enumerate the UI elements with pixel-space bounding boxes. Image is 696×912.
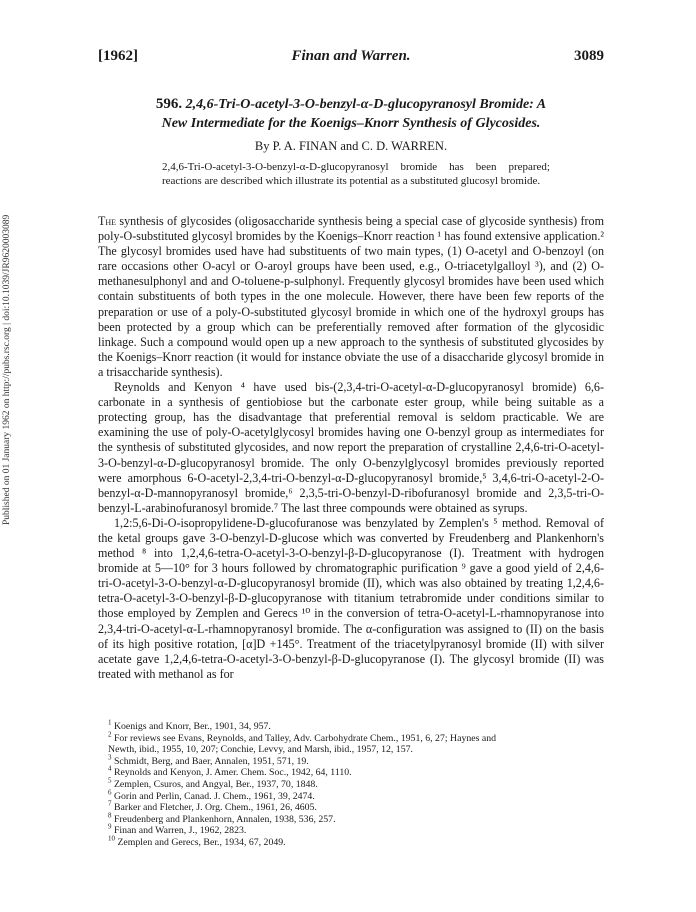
paragraph-text: Reynolds and Kenyon ⁴ have used bis-(2,3,4-tri-O-acetyl-α-D-glucopyranosyl bromide) 6,6-carbonate in a synthesis of gentiobiose but the carbonate ester group, while being suitable as a protecting group, has the disadvantage that preferential removal is seldom practicable. We are examining the use of poly-O-acetylglycosyl bromides having one O-benzyl group as intermediates for the synthesis of substituted glycosides, and now report the preparation of crystalline 2,4,6-tri-O-acetyl-3-O-benzyl-α-D-glucopyranosyl bromide. The only O-benzylglycosyl bromides previously reported were amorphous 6-O-acetyl-2,3,4-tri-O-benzyl-α-D-glucopyranosyl bromide,⁵ 3,4,6-tri-O-acetyl-2-O-benzyl-α-D-mannopyranosyl bromide,⁶ 2,3,5-tri-O-benzyl-D-ribofuranosyl bromide and 2,3,5-tri-O-benzyl-L-arabinofuranosyl bromide.⁷ The last three compounds were obtained as syrups.: [98, 380, 604, 515]
footnote-number: 8: [108, 811, 112, 820]
footnote-number: 10: [108, 834, 115, 843]
article-body: [98, 214, 604, 682]
footnote: [98, 811, 604, 826]
footnote-number: 1: [108, 718, 112, 727]
paragraph-dropcap: The: [98, 214, 117, 228]
paragraph-1: [98, 214, 604, 380]
article-title: [98, 95, 604, 133]
footnote: [98, 834, 604, 849]
page-number: 3089: [574, 48, 604, 64]
title-line-1: 2,4,6-Tri-O-acetyl-3-O-benzyl-α-D-glucopyranosyl Bromide: A: [185, 97, 547, 112]
paragraph-text: synthesis of glycosides (oligosaccharide synthesis being a special case of glycoside synthesis) from poly-O-substituted glycosyl bromides by the Koenigs–Knorr reaction ¹ has found extensive application.² The glycosyl bromides used have had substituents of two main types, (1) O-acetyl and O-benzoyl (on rare occasions other O-acyl or O-aroyl groups have been used, e.g., O-triacetylgalloyl ³), and (2) O-methanesulphonyl and and O-toluene-p-sulphonyl. Frequently glycosyl bromides have been used which contain substituents of both types in the one molecule. However, there have been few reports of the preparation or use of a poly-O-substituted glycosyl bromide in which one of the hydroxyl groups has been protected by a group which can be preferentially removed after formation of the glycosidic linkage. Such a compound would open up a new approach to the synthesis of substituted glycosides by the Koenigs–Knorr reaction (it would for instance obviate the use of a disaccharide glycosyl bromide in a trisaccharide synthesis).: [98, 214, 604, 379]
footnote: [98, 825, 604, 837]
paragraph-text: 1,2:5,6-Di-O-isopropylidene-D-glucofuranose was benzylated by Zemplen's ⁵ method. Removal of the ketal groups gave 3-O-benzyl-D-glucose which was converted by Freudenberg and Plankenhorn's method ⁸ into 1,2,4,6-tetra-O-acetyl-3-O-benzyl-β-D-glucopyranose (I). Treatment with hydrogen bromide at 5—10° for 3 hours followed by chromatographic purification ⁹ gave a good yield of 2,4,6-tri-O-acetyl-3-O-benzyl-α-D-glucopyranosyl bromide (II), which was also obtained by treating 1,2,4,6-tetra-O-acetyl-3-O-benzyl-β-D-glucopyranose with titanium tetrabromide under conditions similar to those employed by Zemplen and Gerecs ¹⁰ in the conversion of tetra-O-acetyl-L-rhamnopyranose into 2,3,4-tri-O-acetyl-α-L-rhamnopyranosyl bromide. The α-configuration was assigned to (II) on the basis of its high positive rotation, [α]D +145°. Treatment of the triacetylpyranosyl bromide (II) with silver acetate gave 1,2,4,6-tetra-O-acetyl-3-O-benzyl-β-D-glucopyranose (I). The glycosyl bromide (II) was treated with methanol as for: [98, 515, 604, 681]
footnote: [98, 718, 604, 733]
paragraph-2: [98, 380, 604, 516]
footnote: [98, 788, 604, 803]
footnote: [98, 767, 604, 779]
footnote-text: Freudenberg and Plankenhorn, Annalen, 1938, 536, 257.: [113, 813, 336, 825]
footnotes: [98, 718, 604, 849]
footnote: [98, 776, 604, 791]
running-head: [98, 48, 604, 68]
footnote-number: 9: [108, 823, 112, 832]
article-number: 596.: [155, 96, 183, 112]
footnote-text: Reynolds and Kenyon, J. Amer. Chem. Soc., 1942, 64, 1110.: [113, 767, 352, 779]
footnote-text: Gorin and Perlin, Canad. J. Chem., 1961, 39, 2474.: [113, 790, 315, 802]
footnote-text: For reviews see Evans, Reynolds, and Talley, Adv. Carbohydrate Chem., 1951, 6, 27; Haynes and: [113, 732, 496, 744]
footnote-number: 5: [108, 776, 112, 785]
footnote-text: Finan and Warren, J., 1962, 2823.: [113, 825, 247, 837]
running-head-authors: Finan and Warren.: [291, 48, 411, 64]
footnote: [98, 730, 604, 745]
footnote-continuation: [98, 744, 604, 756]
byline: By P. A. FINAN and C. D. WARREN.: [254, 139, 448, 153]
footnote-text: Koenigs and Knorr, Ber., 1901, 34, 957.: [113, 721, 271, 732]
footnote-text: Schmidt, Berg, and Baer, Annalen, 1951, 571, 19.: [113, 755, 309, 767]
footnote-text: Newth, ibid., 1955, 10, 207; Conchie, Levvy, and Marsh, ibid., 1957, 12, 157.: [108, 744, 413, 756]
running-head-year: [1962]: [98, 48, 138, 64]
footnote-number: 7: [108, 799, 112, 808]
paragraph-3: [98, 516, 604, 682]
footnote-number: 3: [108, 753, 112, 762]
footnote-number: 4: [108, 765, 112, 774]
footnote-text: Zemplen, Csuros, and Angyal, Ber., 1937, 70, 1848.: [113, 778, 318, 790]
title-line-2: New Intermediate for the Koenigs–Knorr Synthesis of Glycosides.: [161, 116, 541, 131]
footnote-text: Barker and Fletcher, J. Org. Chem., 1961, 26, 4605.: [113, 802, 317, 814]
footnote: [98, 799, 604, 814]
footnote-text: Zemplen and Gerecs, Ber., 1934, 67, 2049.: [117, 836, 286, 848]
footnote-number: 2: [108, 730, 112, 739]
footnote: [98, 753, 604, 768]
footnote-number: 6: [108, 788, 112, 797]
publication-side-note: Published on 01 January 1962 on http://pubs.rsc.org | doi:10.1039/JR9620003089: [2, 214, 12, 526]
abstract: 2,4,6-Tri-O-acetyl-3-O-benzyl-α-D-glucopyranosyl bromide has been prepared; reactions are described which illustrate its potential as a substituted glucosyl bromide.: [162, 161, 550, 187]
